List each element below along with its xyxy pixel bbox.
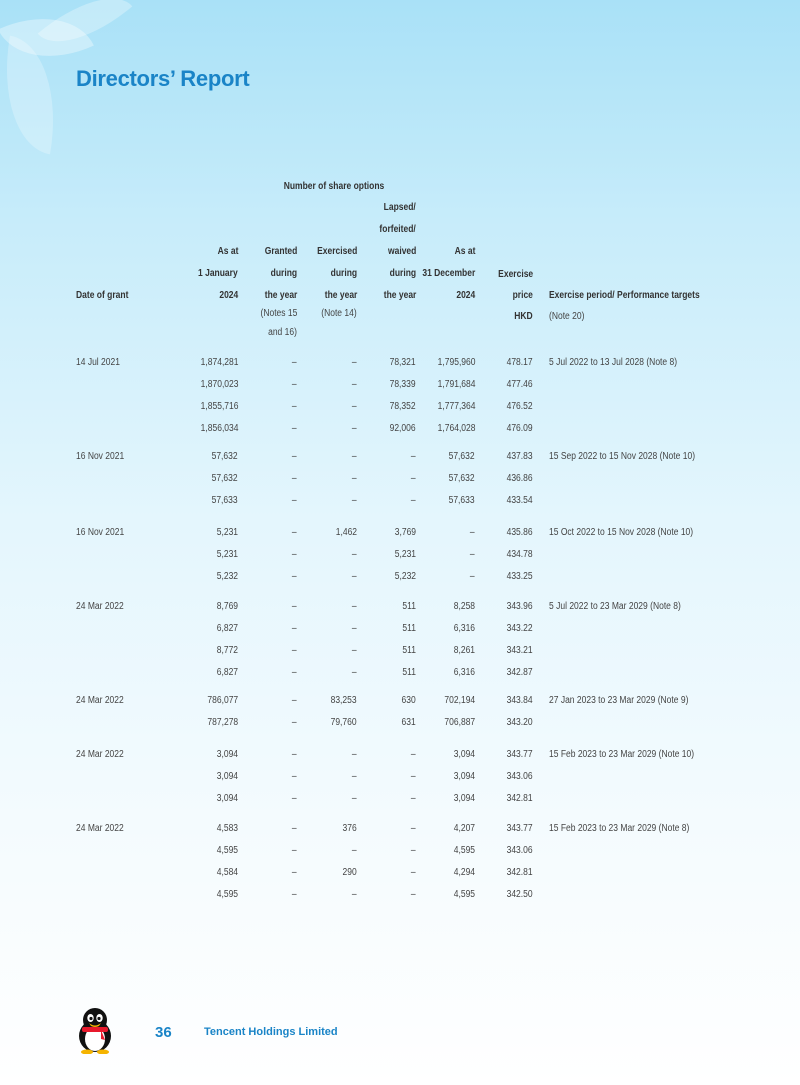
- table-cell-exercised: 79,760: [330, 717, 357, 728]
- table-cell-closing: 1,795,960: [437, 357, 475, 368]
- table-cell-closing: 3,094: [453, 749, 475, 760]
- table-cell-price: 436.86: [506, 473, 533, 484]
- table-cell-price: 433.25: [506, 571, 533, 582]
- table-cell-opening: 1,855,716: [200, 401, 238, 412]
- table-cell-granted: –: [292, 823, 297, 834]
- header-period-note: (Note 20): [549, 311, 585, 322]
- header-lapsed: waived: [387, 246, 416, 257]
- table-cell-exercised: –: [352, 451, 357, 462]
- table-cell-price: 477.46: [506, 379, 533, 390]
- table-cell-lapsed: –: [411, 771, 416, 782]
- table-cell-lapsed: 78,321: [389, 357, 416, 368]
- table-cell-lapsed: 631: [401, 717, 416, 728]
- table-cell-lapsed: 511: [402, 667, 416, 678]
- table-cell-granted: –: [292, 695, 297, 706]
- grant-date: 14 Jul 2021: [76, 357, 120, 368]
- table-cell-closing: 702,194: [444, 695, 475, 706]
- header-group: Number of share options: [283, 181, 385, 192]
- table-cell-price: 343.20: [506, 717, 533, 728]
- table-cell-lapsed: 630: [401, 695, 416, 706]
- table-cell-opening: 3,094: [216, 749, 238, 760]
- table-cell-granted: –: [292, 845, 297, 856]
- table-cell-lapsed: 511: [402, 623, 416, 634]
- table-cell-exercised: 290: [342, 867, 357, 878]
- table-cell-opening: 1,856,034: [200, 423, 238, 434]
- table-cell-closing: 6,316: [453, 667, 475, 678]
- table-cell-price: 342.81: [506, 867, 533, 878]
- table-cell-lapsed: –: [411, 495, 416, 506]
- table-cell-exercised: –: [352, 667, 357, 678]
- table-cell-granted: –: [292, 749, 297, 760]
- exercise-period: 27 Jan 2023 to 23 Mar 2029 (Note 9): [549, 695, 689, 706]
- header-granted: Granted: [264, 246, 297, 257]
- table-cell-granted: –: [292, 549, 297, 560]
- qq-penguin-logo: [74, 1006, 116, 1054]
- table-cell-exercised: –: [352, 645, 357, 656]
- page-title: Directors’ Report: [76, 66, 250, 91]
- table-cell-granted: –: [292, 473, 297, 484]
- table-cell-closing: 4,294: [453, 867, 475, 878]
- table-cell-opening: 57,632: [211, 451, 238, 462]
- table-cell-opening: 1,870,023: [200, 379, 238, 390]
- table-cell-exercised: –: [352, 423, 357, 434]
- table-cell-price: 342.50: [506, 889, 533, 900]
- table-cell-exercised: –: [352, 793, 357, 804]
- table-cell-closing: 6,316: [453, 623, 475, 634]
- table-cell-closing: 57,633: [448, 495, 475, 506]
- table-cell-closing: 57,632: [448, 451, 475, 462]
- header-price: Exercise: [498, 269, 533, 280]
- exercise-period: 15 Oct 2022 to 15 Nov 2028 (Note 10): [549, 527, 694, 538]
- header-granted-note: (Notes 15: [260, 308, 297, 319]
- table-cell-price: 478.17: [506, 357, 533, 368]
- table-cell-granted: –: [292, 645, 297, 656]
- table-cell-exercised: –: [352, 771, 357, 782]
- table-cell-price: 434.78: [506, 549, 533, 560]
- table-cell-granted: –: [292, 867, 297, 878]
- grant-date: 16 Nov 2021: [76, 527, 125, 538]
- table-cell-exercised: –: [352, 495, 357, 506]
- table-cell-granted: –: [292, 401, 297, 412]
- table-cell-exercised: –: [352, 749, 357, 760]
- table-cell-price: 343.84: [506, 695, 533, 706]
- table-cell-lapsed: –: [411, 451, 416, 462]
- table-cell-price: 343.22: [506, 623, 533, 634]
- header-price: HKD: [514, 311, 533, 322]
- table-cell-opening: 5,231: [216, 527, 238, 538]
- table-cell-price: 437.83: [506, 451, 533, 462]
- table-cell-granted: –: [292, 571, 297, 582]
- table-cell-exercised: –: [352, 401, 357, 412]
- table-cell-closing: 8,258: [453, 601, 475, 612]
- header-opening: As at: [217, 246, 238, 257]
- table-cell-granted: –: [292, 451, 297, 462]
- header-granted-note: and 16): [268, 327, 297, 338]
- table-cell-exercised: –: [352, 549, 357, 560]
- header-opening: 2024: [219, 290, 238, 301]
- table-cell-lapsed: 511: [402, 645, 416, 656]
- table-cell-exercised: –: [352, 473, 357, 484]
- table-cell-exercised: 83,253: [330, 695, 357, 706]
- page-number: 36: [155, 1024, 172, 1041]
- grant-date: 24 Mar 2022: [76, 823, 124, 834]
- table-cell-closing: 1,777,364: [437, 401, 475, 412]
- table-cell-lapsed: –: [411, 823, 416, 834]
- exercise-period: 15 Feb 2023 to 23 Mar 2029 (Note 8): [549, 823, 690, 834]
- header-lapsed: forfeited/: [379, 224, 416, 235]
- table-cell-lapsed: –: [411, 867, 416, 878]
- table-cell-opening: 4,595: [216, 845, 238, 856]
- grant-date: 24 Mar 2022: [76, 749, 124, 760]
- table-cell-closing: –: [470, 527, 475, 538]
- table-cell-granted: –: [292, 527, 297, 538]
- table-cell-exercised: –: [352, 889, 357, 900]
- header-exercised: during: [330, 268, 357, 279]
- table-cell-closing: –: [470, 571, 475, 582]
- table-cell-closing: 1,764,028: [437, 423, 475, 434]
- grant-date: 24 Mar 2022: [76, 695, 124, 706]
- table-cell-closing: 4,595: [453, 845, 475, 856]
- table-cell-granted: –: [292, 601, 297, 612]
- header-exercised: the year: [324, 290, 357, 301]
- table-cell-lapsed: –: [411, 845, 416, 856]
- table-cell-closing: 57,632: [448, 473, 475, 484]
- table-cell-exercised: –: [352, 623, 357, 634]
- table-cell-granted: –: [292, 793, 297, 804]
- table-cell-opening: 3,094: [216, 793, 238, 804]
- table-cell-price: 343.77: [506, 823, 533, 834]
- table-cell-opening: 4,583: [216, 823, 238, 834]
- table-cell-opening: 5,232: [216, 571, 238, 582]
- table-cell-granted: –: [292, 379, 297, 390]
- table-cell-exercised: –: [352, 379, 357, 390]
- header-price: price: [512, 290, 533, 301]
- table-cell-price: 433.54: [506, 495, 533, 506]
- header-closing: As at: [454, 246, 475, 257]
- table-cell-lapsed: 78,339: [389, 379, 416, 390]
- table-cell-closing: 706,887: [444, 717, 475, 728]
- table-cell-exercised: 1,462: [335, 527, 357, 538]
- exercise-period: 15 Sep 2022 to 15 Nov 2028 (Note 10): [549, 451, 696, 462]
- header-exercised: Exercised: [316, 246, 357, 257]
- table-cell-exercised: –: [352, 601, 357, 612]
- header-lapsed: during: [389, 268, 416, 279]
- table-cell-opening: 6,827: [216, 667, 238, 678]
- table-cell-closing: –: [470, 549, 475, 560]
- header-granted: during: [270, 268, 297, 279]
- grant-date: 24 Mar 2022: [76, 601, 124, 612]
- table-cell-closing: 8,261: [453, 645, 475, 656]
- table-cell-lapsed: –: [411, 749, 416, 760]
- table-cell-opening: 57,633: [211, 495, 238, 506]
- exercise-period: 5 Jul 2022 to 23 Mar 2029 (Note 8): [549, 601, 681, 612]
- header-lapsed: the year: [383, 290, 416, 301]
- table-cell-lapsed: 92,006: [389, 423, 416, 434]
- table-cell-closing: 4,207: [453, 823, 475, 834]
- table-cell-price: 343.77: [506, 749, 533, 760]
- table-cell-lapsed: 3,769: [394, 527, 416, 538]
- table-cell-granted: –: [292, 667, 297, 678]
- table-cell-exercised: 376: [342, 823, 357, 834]
- header-closing: 31 December: [422, 268, 475, 279]
- table-cell-price: 342.81: [506, 793, 533, 804]
- header-opening: 1 January: [198, 268, 238, 279]
- table-cell-granted: –: [292, 357, 297, 368]
- table-cell-exercised: –: [352, 845, 357, 856]
- table-cell-exercised: –: [352, 571, 357, 582]
- table-cell-opening: 8,772: [216, 645, 238, 656]
- table-cell-closing: 1,791,684: [437, 379, 475, 390]
- table-cell-exercised: –: [352, 357, 357, 368]
- table-cell-closing: 4,595: [453, 889, 475, 900]
- table-cell-opening: 6,827: [216, 623, 238, 634]
- table-cell-lapsed: –: [411, 473, 416, 484]
- table-cell-price: 343.96: [506, 601, 533, 612]
- table-cell-opening: 4,595: [216, 889, 238, 900]
- table-cell-granted: –: [292, 623, 297, 634]
- table-cell-granted: –: [292, 423, 297, 434]
- table-cell-price: 342.87: [506, 667, 533, 678]
- header-date: Date of grant: [76, 290, 129, 301]
- table-cell-price: 476.52: [506, 401, 533, 412]
- table-cell-opening: 57,632: [211, 473, 238, 484]
- table-cell-opening: 786,077: [207, 695, 238, 706]
- table-cell-lapsed: 511: [402, 601, 416, 612]
- exercise-period: 15 Feb 2023 to 23 Mar 2029 (Note 10): [549, 749, 695, 760]
- company-name: Tencent Holdings Limited: [204, 1026, 338, 1038]
- table-cell-opening: 8,769: [216, 601, 238, 612]
- header-closing: 2024: [456, 290, 475, 301]
- table-cell-price: 343.06: [506, 845, 533, 856]
- grant-date: 16 Nov 2021: [76, 451, 125, 462]
- table-cell-granted: –: [292, 717, 297, 728]
- table-cell-opening: 3,094: [216, 771, 238, 782]
- table-cell-closing: 3,094: [453, 793, 475, 804]
- table-cell-granted: –: [292, 771, 297, 782]
- table-cell-opening: 1,874,281: [200, 357, 238, 368]
- table-cell-price: 476.09: [506, 423, 533, 434]
- table-cell-lapsed: 5,232: [394, 571, 416, 582]
- table-cell-granted: –: [292, 495, 297, 506]
- table-cell-opening: 787,278: [207, 717, 238, 728]
- table-cell-lapsed: –: [411, 793, 416, 804]
- header-granted: the year: [264, 290, 297, 301]
- table-cell-price: 343.06: [506, 771, 533, 782]
- header-lapsed: Lapsed/: [383, 202, 416, 213]
- table-cell-lapsed: –: [411, 889, 416, 900]
- table-cell-granted: –: [292, 889, 297, 900]
- table-cell-price: 435.86: [506, 527, 533, 538]
- header-period: Exercise period/ Performance targets: [549, 290, 700, 301]
- exercise-period: 5 Jul 2022 to 13 Jul 2028 (Note 8): [549, 357, 678, 368]
- table-cell-lapsed: 5,231: [394, 549, 416, 560]
- table-cell-opening: 5,231: [216, 549, 238, 560]
- table-cell-opening: 4,584: [216, 867, 238, 878]
- table-cell-price: 343.21: [506, 645, 533, 656]
- table-cell-closing: 3,094: [453, 771, 475, 782]
- table-cell-lapsed: 78,352: [389, 401, 416, 412]
- header-exercised-note: (Note 14): [321, 308, 357, 319]
